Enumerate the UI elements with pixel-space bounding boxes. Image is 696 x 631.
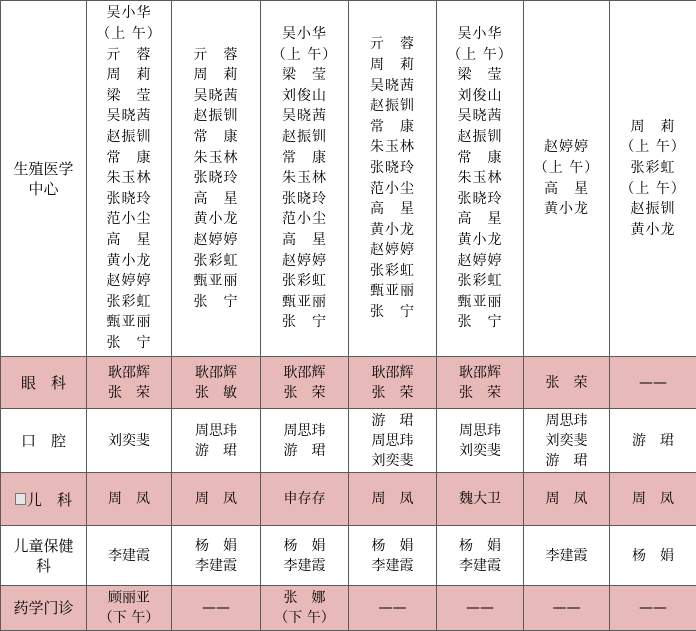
doctor-list: —— — [466, 600, 494, 616]
doctor-list: 耿邵辉 张 敏 — [195, 364, 237, 401]
doctor-list: 李建霞 — [108, 547, 150, 564]
schedule-cell — [524, 526, 610, 586]
row-stomatology — [1, 409, 696, 473]
schedule-cell — [87, 526, 172, 586]
schedule-cell — [87, 409, 172, 473]
schedule-cell — [524, 409, 610, 473]
schedule-cell — [349, 526, 437, 586]
document-icon — [15, 493, 26, 505]
schedule-cell — [437, 409, 524, 473]
doctor-list: 亓 蓉 周 莉 吴晓茜 赵振钏 常 康 朱玉林 张晓玲 范小尘 高 星 黄小龙 赵婷婷 张彩虹 甄亚丽 张 宁 — [370, 36, 415, 321]
doctor-list: 吴小华 （上 午） 梁 莹 刘俊山 吴晓茜 赵振钏 常 康 朱玉林 张晓玲 范小尘 高 星 赵婷婷 张彩虹 甄亚丽 张 宁 — [271, 26, 338, 331]
row-child-healthcare — [1, 526, 696, 586]
dept-label: 口 腔 — [20, 431, 66, 450]
dept-cell — [1, 1, 87, 357]
dept-cell — [1, 586, 87, 631]
dept-label: 儿童保健 科 — [13, 536, 74, 575]
dept-cell — [1, 526, 87, 586]
doctor-list: 周 凤 — [371, 491, 414, 507]
doctor-list: 耿邵辉 张 荣 — [371, 364, 414, 401]
doctor-list: 杨 娟 李建霞 — [371, 537, 414, 574]
schedule-cell — [172, 473, 261, 526]
doctor-list: 周思玮 刘奕斐 游 珺 — [545, 412, 588, 469]
dept-label: 生殖医学 中心 — [13, 159, 74, 198]
schedule-cell — [87, 1, 172, 357]
schedule-cell — [437, 1, 524, 357]
schedule-cell — [87, 473, 172, 526]
schedule-cell — [610, 357, 696, 409]
doctor-list: 杨 娟 李建霞 — [459, 537, 501, 574]
doctor-list: 杨 娟 李建霞 — [195, 537, 237, 574]
schedule-cell — [172, 1, 261, 357]
doctor-list: 亓 蓉 周 莉 吴晓茜 赵振钏 常 康 朱玉林 张晓玲 高 星 黄小龙 赵婷婷 张彩虹 甄亚丽 张 宁 — [193, 46, 239, 310]
schedule-cell — [524, 357, 610, 409]
doctor-list: 周 凤 — [632, 491, 674, 507]
doctor-list: —— — [639, 600, 667, 616]
doctor-list: 赵婷婷 （上 午） 高 星 黄小龙 — [533, 139, 600, 218]
doctor-list: 耿邵辉 张 荣 — [459, 364, 501, 401]
schedule-cell — [87, 586, 172, 631]
schedule-cell — [172, 409, 261, 473]
schedule-cell — [524, 473, 610, 526]
schedule-cell — [349, 586, 437, 631]
schedule-cell — [172, 586, 261, 631]
doctor-list: 张 娜 （下 午） — [274, 590, 335, 626]
doctor-list: —— — [639, 374, 667, 391]
dept-label: 儿 科 — [26, 490, 72, 509]
doctor-list: 吴小华 （上 午） 梁 莹 刘俊山 吴晓茜 赵振钏 常 康 朱玉林 张晓玲 高 星 黄小龙 赵婷婷 张彩虹 甄亚丽 张 宁 — [447, 26, 513, 331]
doctor-list: 魏大卫 — [459, 491, 501, 507]
schedule-cell — [610, 409, 696, 473]
doctor-list: 耿邵辉 张 荣 — [283, 364, 326, 401]
schedule-cell — [261, 1, 349, 357]
row-pediatrics — [1, 473, 696, 526]
schedule-cell — [172, 526, 261, 586]
schedule-cell — [437, 473, 524, 526]
schedule-cell — [349, 409, 437, 473]
doctor-list: 周 凤 — [545, 491, 588, 507]
schedule-cell — [349, 473, 437, 526]
doctor-list: 游 珺 — [632, 432, 674, 449]
schedule-cell — [610, 526, 696, 586]
schedule-cell — [261, 357, 349, 409]
row-pharmacy-clinic — [1, 586, 696, 631]
schedule-cell — [261, 473, 349, 526]
doctor-list: 顾丽亚 （下 午） — [98, 590, 160, 626]
schedule-cell — [610, 473, 696, 526]
schedule-cell — [172, 357, 261, 409]
doctor-list: 杨 娟 李建霞 — [283, 537, 326, 574]
dept-cell — [1, 409, 87, 473]
schedule-cell — [261, 409, 349, 473]
doctor-list: 周 凤 — [108, 491, 150, 507]
dept-label: 眼 科 — [20, 373, 66, 392]
schedule-cell — [437, 357, 524, 409]
row-ophthalmology — [1, 357, 696, 409]
doctor-list: —— — [202, 600, 230, 616]
doctor-list: 申存存 — [283, 491, 326, 507]
schedule-cell — [437, 526, 524, 586]
doctor-list: —— — [378, 600, 407, 616]
schedule-cell — [610, 586, 696, 631]
doctor-list: 吴小华 （上 午） 亓 蓉 周 莉 梁 莹 吴晓茜 赵振钏 常 康 朱玉林 张晓玲 范小尘 高 星 黄小龙 赵婷婷 张彩虹 甄亚丽 张 宁 — [96, 5, 162, 351]
doctor-list: 周思玮 游 珺 — [195, 422, 237, 459]
dept-cell — [1, 473, 87, 526]
schedule-cell — [87, 357, 172, 409]
doctor-list: —— — [552, 600, 581, 616]
doctor-list: 李建霞 — [545, 547, 588, 564]
schedule-cell — [610, 1, 696, 357]
schedule-cell — [349, 357, 437, 409]
doctor-list: 周 莉 （上 午） 张彩虹 （上 午） 赵振钏 黄小龙 — [620, 118, 686, 238]
doctor-list: 耿邵辉 张 荣 — [108, 364, 150, 401]
doctor-list: 游 珺 周思玮 刘奕斐 — [371, 412, 414, 469]
row-reproductive-medicine — [1, 1, 696, 357]
schedule-cell — [524, 1, 610, 357]
doctor-list: 张 荣 — [545, 374, 588, 391]
doctor-list: 周思玮 游 珺 — [283, 422, 326, 459]
schedule-cell — [261, 586, 349, 631]
dept-cell — [1, 357, 87, 409]
schedule-cell — [437, 586, 524, 631]
schedule-cell — [261, 526, 349, 586]
doctor-list: 周 凤 — [195, 491, 237, 507]
doctor-list: 杨 娟 — [632, 547, 674, 564]
schedule-cell — [524, 586, 610, 631]
schedule-cell — [349, 1, 437, 357]
doctor-list: 周思玮 刘奕斐 — [459, 422, 501, 459]
doctor-list: 刘奕斐 — [108, 432, 150, 449]
dept-label: 药学门诊 — [13, 599, 74, 617]
